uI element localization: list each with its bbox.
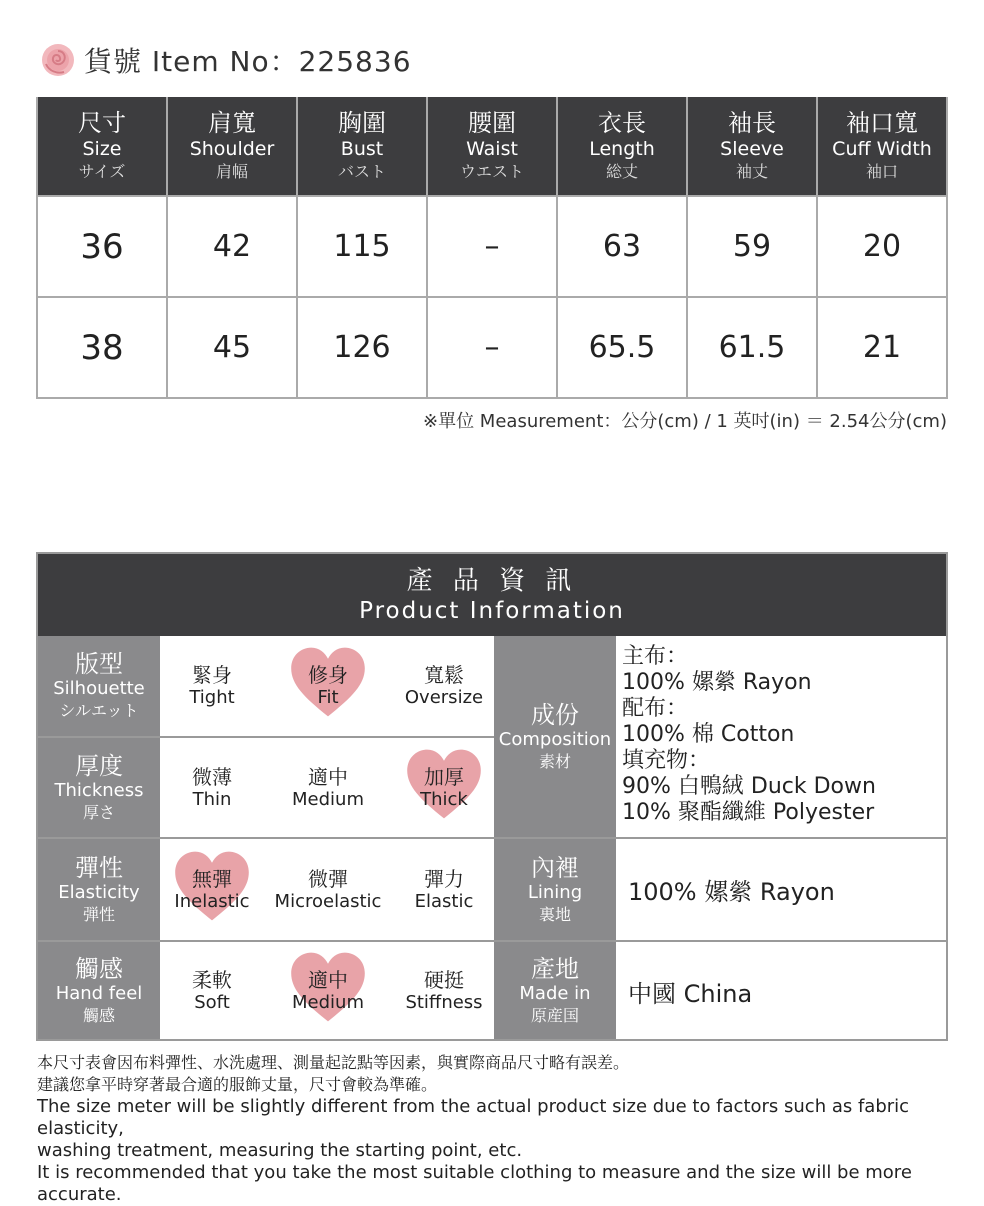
composition-line: 90% 白鴨絨 Duck Down <box>622 774 876 799</box>
size-table <box>36 97 948 399</box>
elasticity-option-elastic: 彈力 Elastic <box>414 866 474 912</box>
label-thickness: 厚度 Thickness 厚さ <box>38 738 160 837</box>
table-cell: 115 <box>297 196 427 297</box>
col-header-waist: 腰圍 Waist ウエスト <box>427 97 557 196</box>
elasticity-option-inelastic: 無彈 Inelastic <box>154 839 270 940</box>
thickness-option-thin: 微薄 Thin <box>192 764 232 810</box>
label-made-in: 產地 Made in 原産国 <box>494 942 616 1039</box>
product-info-title-en: Product Information <box>359 598 625 624</box>
hand-feel-option-stiffness: 硬挺 Stiffness <box>405 967 483 1013</box>
product-info-title-zh: 產 品 資 訊 <box>406 566 578 596</box>
composition-line: 10% 聚酯纖維 Polyester <box>622 800 875 825</box>
table-cell: 59 <box>687 196 817 297</box>
table-cell: – <box>427 196 557 297</box>
silhouette-option-oversize: 寬鬆 Oversize <box>404 663 484 708</box>
composition-line: 100% 棉 Cotton <box>622 722 795 747</box>
disclaimer-zh-1: 本尺寸表會因布料彈性、水洗處理、測量起訖點等因素，與實際商品尺寸略有誤差。 <box>37 1053 630 1072</box>
table-cell: 20 <box>817 196 947 297</box>
product-info-panel <box>36 552 948 1041</box>
col-header-length: 衣長 Length 総丈 <box>557 97 687 196</box>
disclaimer-notes <box>37 1052 957 1206</box>
hand-feel-option-medium: 適中 Medium <box>270 942 386 1039</box>
table-cell: 38 <box>37 297 167 398</box>
thickness-option-medium: 適中 Medium <box>292 764 364 810</box>
composition-line: 配布： <box>622 696 689 721</box>
composition-line: 填充物： <box>622 748 711 773</box>
table-cell: 126 <box>297 297 427 398</box>
table-cell: 42 <box>167 196 297 297</box>
unit-note: ※單位 Measurement：公分(cm) / 1 英吋(in) ＝ 2.54公分(cm) <box>423 411 947 432</box>
col-header-sleeve: 袖長 Sleeve 袖丈 <box>687 97 817 196</box>
table-row <box>37 297 947 398</box>
made-in-value: 中國 China <box>628 980 753 1008</box>
table-cell: 45 <box>167 297 297 398</box>
lining-value: 100% 嫘縈 Rayon <box>628 878 835 906</box>
composition-values <box>622 644 876 826</box>
item-number-header <box>40 40 412 80</box>
silhouette-option-fit: 修身 Fit <box>270 636 386 736</box>
silhouette-option-tight: 緊身 Tight <box>189 663 235 708</box>
table-row <box>37 196 947 297</box>
product-info-header <box>38 554 946 636</box>
table-cell: 63 <box>557 196 687 297</box>
table-cell: 36 <box>37 196 167 297</box>
label-silhouette: 版型 Silhouette シルエット <box>38 636 160 736</box>
disclaimer-en-2: washing treatment, measuring the starting point, etc. <box>37 1140 523 1161</box>
table-cell: 21 <box>817 297 947 398</box>
col-header-cuff-width: 袖口寬 Cuff Width 袖口 <box>817 97 947 196</box>
table-cell: – <box>427 297 557 398</box>
label-hand-feel: 觸感 Hand feel 觸感 <box>38 942 160 1039</box>
table-cell: 65.5 <box>557 297 687 398</box>
col-header-bust: 胸圍 Bust バスト <box>297 97 427 196</box>
composition-line: 主布： <box>622 644 689 669</box>
col-header-size: 尺寸 Size サイズ <box>37 97 167 196</box>
disclaimer-zh-2: 建議您拿平時穿著最合適的服飾丈量，尺寸會較為準確。 <box>37 1075 438 1094</box>
table-cell: 61.5 <box>687 297 817 398</box>
rose-icon <box>40 42 76 78</box>
thickness-option-thick: 加厚 Thick <box>386 738 502 837</box>
disclaimer-en-3: It is recommended that you take the most suitable clothing to measure and the size will be more accurate. <box>37 1162 912 1205</box>
composition-line: 100% 嫘縈 Rayon <box>622 670 812 695</box>
label-composition: 成份 Composition 素材 <box>494 636 616 837</box>
label-lining: 內裡 Lining 裏地 <box>494 839 616 940</box>
hand-feel-option-soft: 柔軟 Soft <box>192 967 232 1013</box>
disclaimer-en-1: The size meter will be slightly different from the actual product size due to factors such as fabric elasticity, <box>37 1096 910 1139</box>
label-elasticity: 彈性 Elasticity 弾性 <box>38 839 160 940</box>
elasticity-option-microelastic: 微彈 Microelastic <box>274 866 382 912</box>
item-number-title: 貨號 Item No：225836 <box>84 45 412 78</box>
col-header-shoulder: 肩寬 Shoulder 肩幅 <box>167 97 297 196</box>
